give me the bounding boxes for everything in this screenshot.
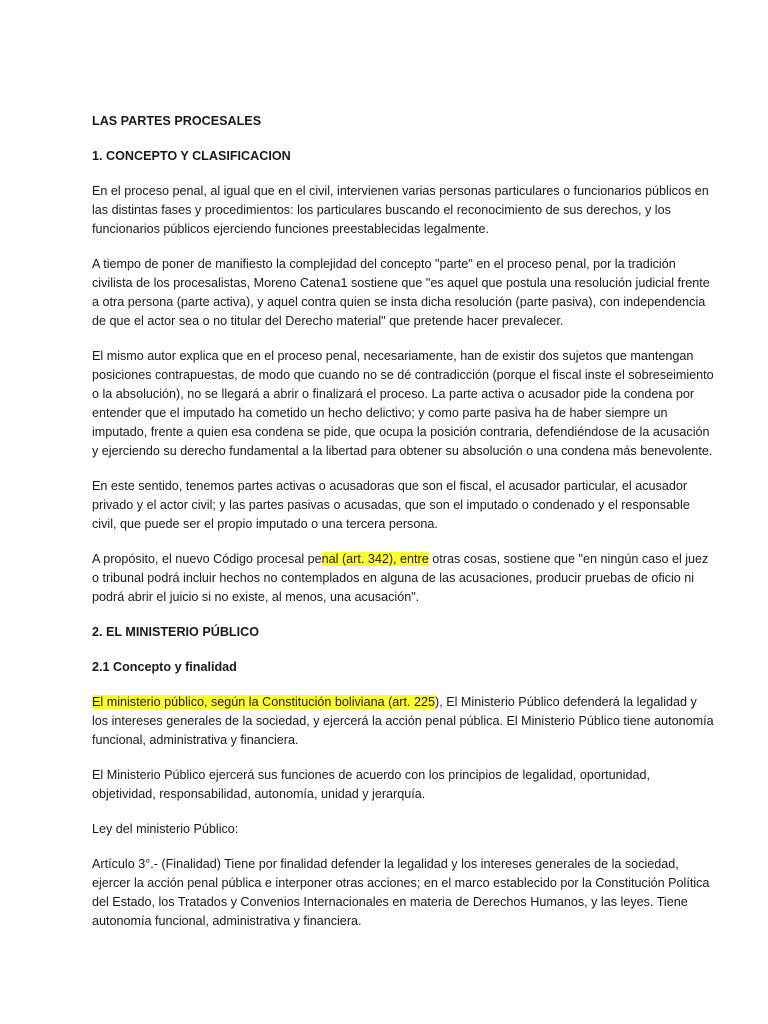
paragraph-8: Ley del ministerio Público: xyxy=(92,822,239,836)
paragraph-5-text-before: A propósito, el nuevo Código procesal pe xyxy=(92,552,322,566)
subsection-heading-concepto-finalidad: 2.1 Concepto y finalidad xyxy=(92,660,237,674)
paragraph-2: A tiempo de poner de manifiesto la complejidad del concepto "parte" en el proceso penal, por la tradición civilista de los procesalistas, Moreno Catena1 sostiene que "es aquel que postula una resolución judicial frente a otra persona (parte activa), y aquel contra quien se insta dicha resolución (parte pasiva), con independencia de que el actor sea o no titular del Derecho material" que pretende hacer prevalecer. xyxy=(92,257,710,328)
paragraph-5-text-after: otras cosas, sostiene que "en ningún caso el juez o tribunal podrá incluir hechos no contemplados en alguna de las acusaciones, producir pruebas de oficio ni podrá abrir el juicio si no existe, al menos, una acusación". xyxy=(92,552,709,604)
section-heading-ministerio: 2. EL MINISTERIO PÚBLICO xyxy=(92,625,260,639)
section-heading-concepto: 1. CONCEPTO Y CLASIFICACION xyxy=(92,149,291,163)
paragraph-9: Artículo 3°.- (Finalidad) Tiene por finalidad defender la legalidad y los intereses generales de la sociedad, ejercer la acción penal pública e interponer otras acciones; en el marco establecido por la Constitución Política del Estado, los Tratados y Convenios Internacionales en materia de Derechos Humanos, y las leyes. Tiene autonomía funcional, administrativa y financiera. xyxy=(92,857,710,928)
paragraph-6-text-after: ), El Ministerio Público defenderá la legalidad y los intereses generales de la sociedad, y ejercerá la acción penal pública. El Ministerio Público tiene autonomía funcional, administrativa y financiera. xyxy=(92,695,714,747)
paragraph-6 xyxy=(92,693,714,750)
paragraph-7: El Ministerio Público ejercerá sus funciones de acuerdo con los principios de legalidad, oportunidad, objetividad, responsabilidad, autonomía, unidad y jerarquía. xyxy=(92,768,650,801)
highlighted-text-art-342: nal (art. 342), entre xyxy=(321,552,429,566)
highlighted-text-art-225: El ministerio público, según la Constitución boliviana (art. 225 xyxy=(92,695,436,709)
paragraph-4: En este sentido, tenemos partes activas o acusadoras que son el fiscal, el acusador particular, el acusador privado y el actor civil; y las partes pasivas o acusadas, que son el imputado o condenado y el responsable civil, que puede ser el propio imputado o una tercera persona. xyxy=(92,479,690,531)
paragraph-1: En el proceso penal, al igual que en el civil, intervienen varias personas particulares o funcionarios públicos en las distintas fases y procedimientos: los particulares buscando el reconocimiento de sus derechos, y los funcionarios públicos ejerciendo funciones preestablecidas legalmente. xyxy=(92,184,709,236)
paragraph-5 xyxy=(92,550,714,607)
paragraph-3: El mismo autor explica que en el proceso penal, necesariamente, han de existir dos sujetos que mantengan posiciones contrapuestas, de modo que cuando no se dé contradicción (porque el fiscal inste el sobreseimiento o la absolución), no se llegará a abrir o finalizará el proceso. La parte activa o acusador pide la condena por entender que el imputado ha cometido un hecho delictivo; y como parte pasiva ha de haber siempre un imputado, frente a quien esa condena se pide, que ocupa la posición contraria, defendiéndose de la acusación y ejerciendo su derecho fundamental a la libertad para obtener su absolución o una condena más benevolente. xyxy=(92,349,714,458)
document-title: LAS PARTES PROCESALES xyxy=(92,114,262,128)
